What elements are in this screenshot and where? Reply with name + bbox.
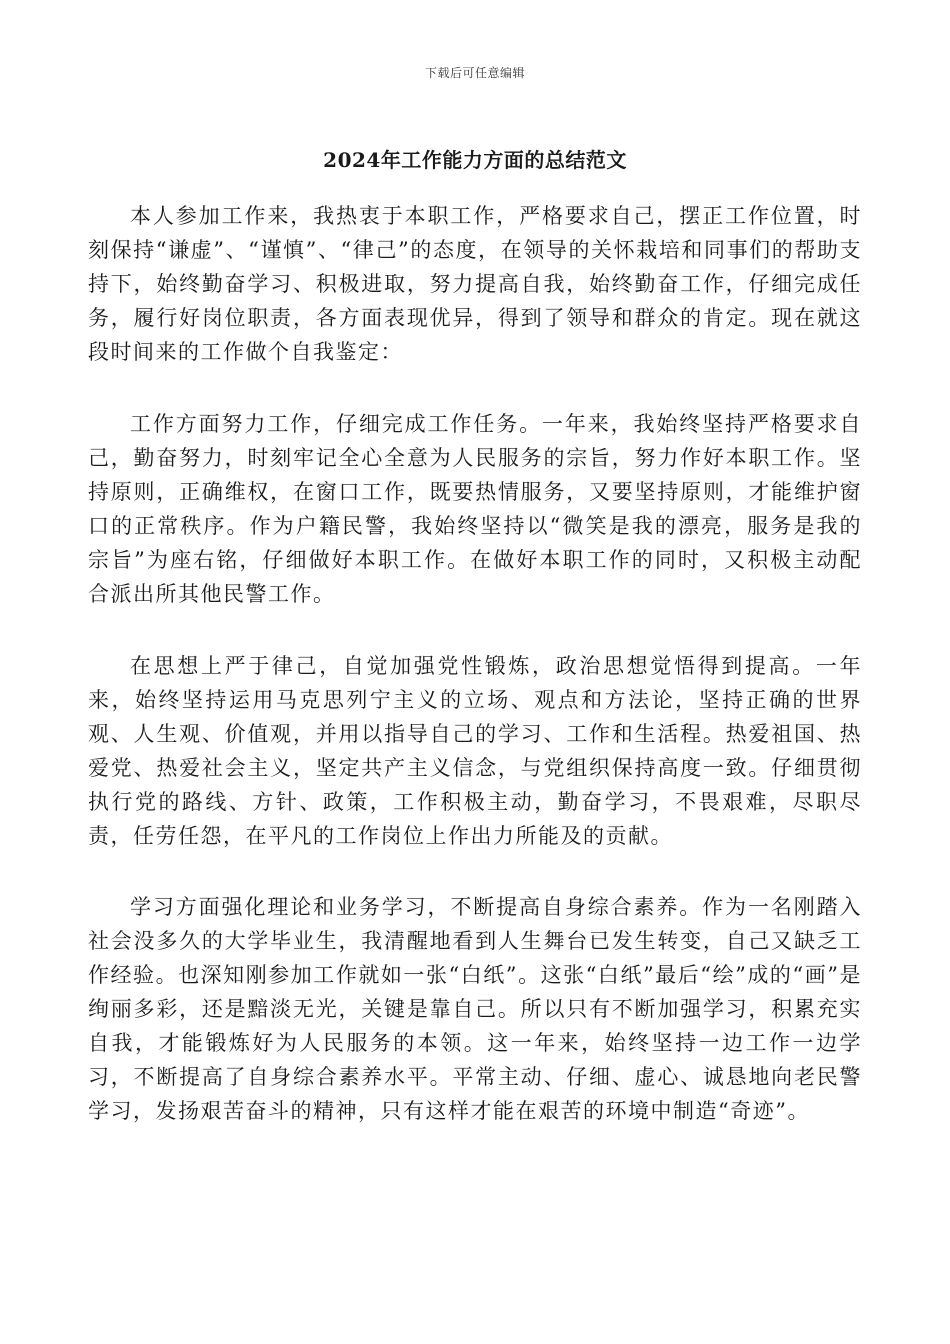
- paragraph-work: 工作方面努力工作，仔细完成工作任务。一年来，我始终坚持严格要求自己，勤奋努力，时刻牢记全心全意为人民服务的宗旨，努力作好本职工作。坚持原则，正确维权，在窗口工作，既要热情服务，又要坚持原则，才能维护窗口的正常秩序。作为户籍民警，我始终坚持以“微笑是我的漂亮，服务是我的宗旨”为座右铭，仔细做好本职工作。在做好本职工作的同时，又积极主动配合派出所其他民警工作。: [88, 412, 862, 606]
- document-title: 2024年工作能力方面的总结范文: [323, 148, 627, 172]
- header-note: 下载后可任意编辑: [424, 66, 525, 80]
- paragraph-study: 学习方面强化理论和业务学习，不断提高自身综合素养。作为一名刚踏入社会没多久的大学毕业生，我清醒地看到人生舞台已发生转变，自己又缺乏工作经验。也深知刚参加工作就如一张“白纸”。这张“白纸”最后“绘”成的“画”是绚丽多彩，还是黯淡无光，关键是靠自己。所以只有不断加强学习，积累充实自我，才能锻炼好为人民服务的本领。这一年来，始终坚持一边工作一边学习，不断提高了自身综合素养水平。平常主动、仔细、虚心、诚恳地向老民警学习，发扬艰苦奋斗的精神，只有这样才能在艰苦的环境中制造“奇迹”。: [88, 895, 862, 1123]
- paragraph-ideology: 在思想上严于律己，自觉加强党性锻炼，政治思想觉悟得到提高。一年来，始终坚持运用马克思列宁主义的立场、观点和方法论，坚持正确的世界观、人生观、价值观，并用以指导自己的学习、工作和生活程。热爱祖国、热爱党、热爱社会主义，坚定共产主义信念，与党组织保持高度一致。仔细贯彻执行党的路线、方针、政策，工作积极主动，勤奋学习，不畏艰难，尽职尽责，任劳任怨，在平凡的工作岗位上作出力所能及的贡献。: [88, 654, 862, 848]
- paragraph-intro: 本人参加工作来，我热衷于本职工作，严格要求自己，摆正工作位置，时刻保持“谦虚”、“谨慎”、“律己”的态度，在领导的关怀栽培和同事们的帮助支持下，始终勤奋学习、积极进取，努力提高自我，始终勤奋工作，仔细完成任务，履行好岗位职责，各方面表现优异，得到了领导和群众的肯定。现在就这段时间来的工作做个自我鉴定：: [88, 204, 862, 364]
